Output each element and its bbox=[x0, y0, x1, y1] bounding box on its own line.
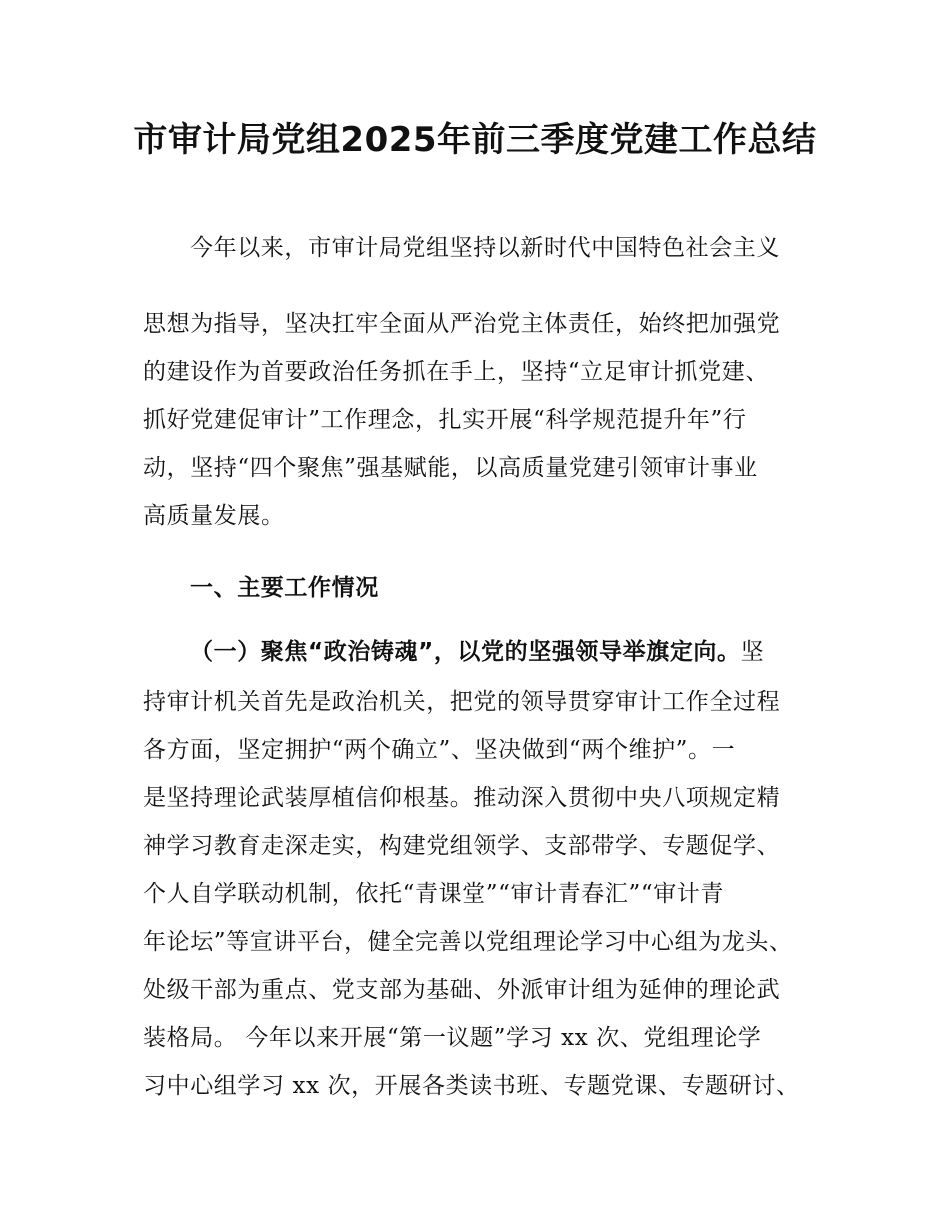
body-line: 各方面，坚定拥护“两个确立”、坚决做到“两个维护”。一 bbox=[143, 737, 736, 763]
body-line: 装格局。 今年以来开展“第一议题”学习 xx 次、党组理论学 bbox=[143, 1025, 762, 1051]
document-title: 市审计局党组2025年前三季度党建工作总结 bbox=[133, 120, 817, 160]
body-line: 年论坛”等宣讲平台，健全完善以党组理论学习中心组为龙头、 bbox=[143, 929, 793, 955]
body-line: 个人自学联动机制，依托“青课堂”“审计青春汇”“审计青 bbox=[143, 881, 724, 907]
intro-line: 思想为指导，坚决扛牢全面从严治党主体责任，始终把加强党 bbox=[143, 311, 781, 337]
body-line: 神学习教育走深走实，构建党组领学、支部带学、专题促学、 bbox=[143, 833, 781, 859]
subsection-bold-lead: （一）聚焦“政治铸魂”，以党的坚强领导举旗定向。 bbox=[190, 639, 741, 665]
intro-line: 的建设作为首要政治任务抓在手上，坚持“立足审计抓党建、 bbox=[143, 359, 769, 385]
body-line: 习中心组学习 xx 次，开展各类读书班、专题党课、专题研讨、 bbox=[143, 1073, 800, 1099]
body-line: 是坚持理论武装厚植信仰根基。推动深入贯彻中央八项规定精 bbox=[143, 785, 781, 811]
intro-line: 今年以来，市审计局党组坚持以新时代中国特色社会主义 bbox=[190, 235, 780, 261]
section-heading: 一、主要工作情况 bbox=[190, 575, 379, 601]
intro-line: 高质量发展。 bbox=[143, 503, 285, 529]
subsection-lead-tail: 坚 bbox=[740, 639, 765, 665]
intro-line: 抓好党建促审计”工作理念，扎实开展“科学规范提升年”行 bbox=[143, 407, 747, 433]
subsection-lead-line bbox=[190, 636, 880, 668]
body-line: 持审计机关首先是政治机关，把党的领导贯穿审计工作全过程 bbox=[143, 689, 781, 715]
intro-line: 动，坚持“四个聚焦”强基赋能，以高质量党建引领审计事业 bbox=[143, 455, 758, 481]
body-line: 处级干部为重点、党支部为基础、外派审计组为延伸的理论武 bbox=[143, 977, 781, 1003]
